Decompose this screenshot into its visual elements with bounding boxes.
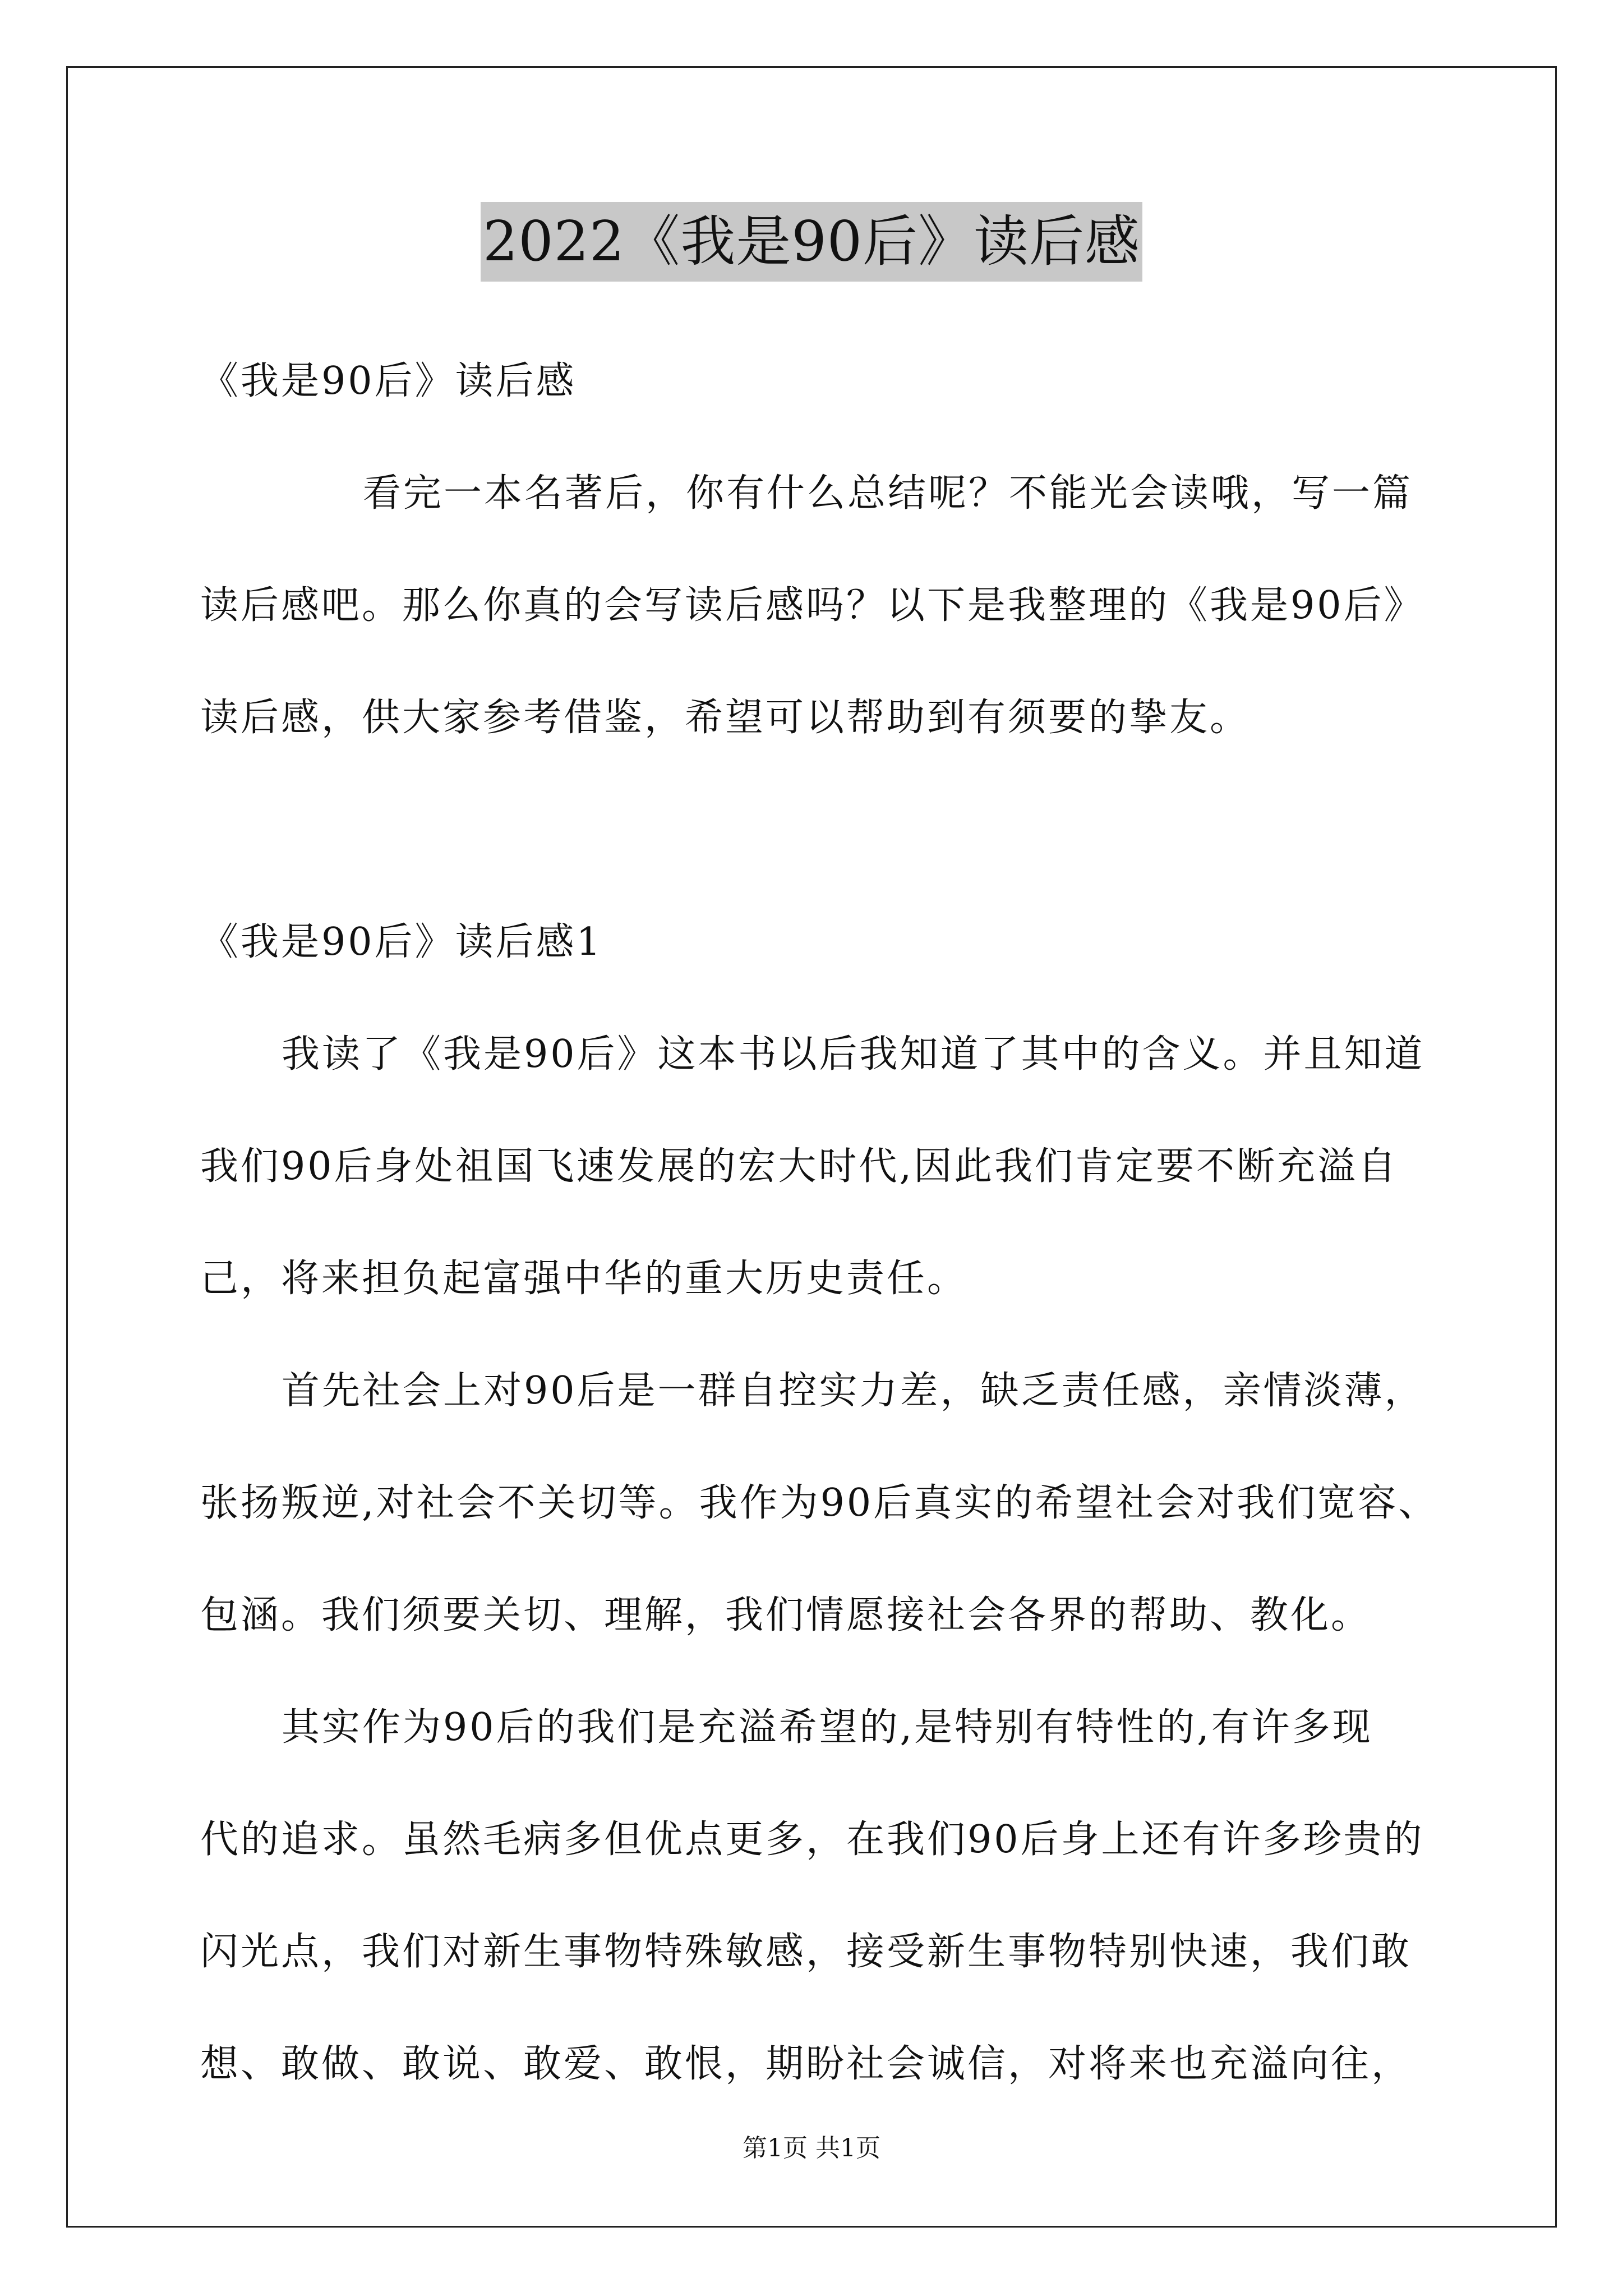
intro-line-1: 看完一本名著后，你有什么总结呢？不能光会读哦，写一篇 — [363, 471, 1413, 516]
page-footer: 第1页 共1页 — [743, 2134, 880, 2162]
intro-line-3: 读后感，供大家参考借鉴，希望可以帮助到有须要的挚友。 — [200, 696, 1251, 740]
title-container — [0, 202, 1623, 282]
section-gap — [200, 797, 1434, 909]
paragraph-3-line-2: 代的追求。虽然毛病多但优点更多，在我们90后身上还有许多珍贵的 — [200, 1818, 1424, 1862]
section-heading: 《我是90后》读后感1 — [200, 920, 603, 964]
document-body — [200, 348, 1439, 2143]
paragraph-1-line-2: 我们90后身处祖国飞速发展的宏大时代,因此我们肯定要不断充溢自 — [200, 1144, 1399, 1189]
paragraph-3-line-4: 想、敢做、敢说、敢爱、敢恨，期盼社会诚信，对将来也充溢向往， — [200, 2042, 1412, 2086]
paragraph-3-line-1: 其实作为90后的我们是充溢希望的,是特别有特性的,有许多现 — [282, 1705, 1373, 1750]
paragraph-3-line-3: 闪光点，我们对新生事物特殊敏感，接受新生事物特别快速，我们敢 — [200, 1930, 1412, 1974]
paragraph-1-line-1: 我读了《我是90后》这本书以后我知道了其中的含义。并且知道 — [282, 1032, 1425, 1076]
paragraph-2-line-2: 张扬叛逆,对社会不关切等。我作为90后真实的希望社会对我们宽容、 — [200, 1481, 1439, 1525]
intro-line-2: 读后感吧。那么你真的会写读后感吗？以下是我整理的《我是90后》 — [200, 583, 1424, 628]
paragraph-2-line-1: 首先社会上对90后是一群自控实力差，缺乏责任感，亲情淡薄， — [282, 1369, 1425, 1413]
subtitle: 《我是90后》读后感 — [200, 359, 577, 403]
document-title: 2022《我是90后》读后感 — [481, 202, 1142, 282]
paragraph-2-line-3: 包涵。我们须要关切、理解，我们情愿接社会各界的帮助、教化。 — [200, 1593, 1372, 1637]
paragraph-1-line-3: 己，将来担负起富强中华的重大历史责任。 — [200, 1257, 968, 1301]
